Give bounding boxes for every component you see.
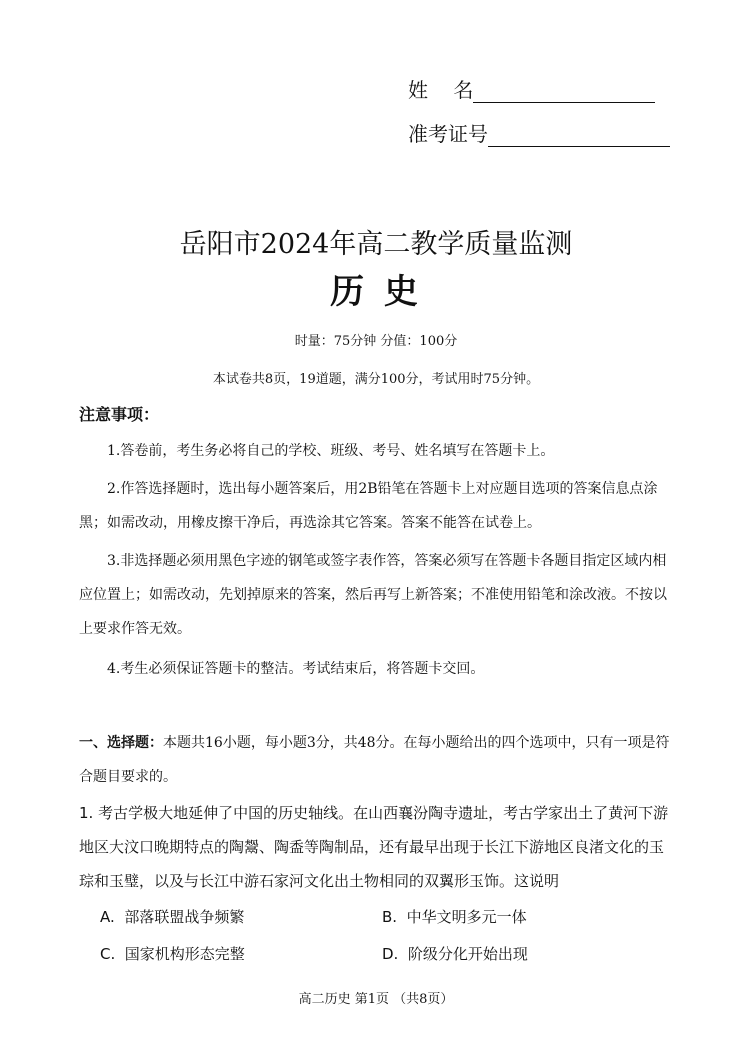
exam-summary-line: 本试卷共8页，19道题，满分100分，考试用时75分钟。 bbox=[212, 372, 540, 387]
time-score-line: 时量：75分钟 分值：100分 bbox=[294, 334, 458, 349]
notice-item-1 bbox=[79, 434, 675, 468]
option-letter: A. bbox=[100, 908, 115, 926]
option-letter: B. bbox=[382, 908, 398, 926]
notice-item-3-text: 3.非选择题必须用黑色字迹的钢笔或签字表作答，答案必须写在答题卡各题目指定区域内相应位置上；如需改动，先划掉原来的答案，然后再写上新答案；不准使用铅笔和涂改液。不按以上要求作答无效。 bbox=[79, 553, 667, 637]
name-label: 姓 名 bbox=[408, 78, 474, 102]
notice-item-1-text: 1.答卷前，考生务必将自己的学校、班级、考号、姓名填写在答题卡上。 bbox=[107, 443, 555, 459]
notice-item-2-text: 2.作答选择题时，选出每小题答案后，用2B铅笔在答题卡上对应题目选项的答案信息点涂黑；如需改动，用橡皮擦干净后，再选涂其它答案。答案不能答在试卷上。 bbox=[79, 481, 658, 531]
option-text: 国家机构形态完整 bbox=[124, 945, 245, 963]
notice-item-4-text: 4.考生必须保证答题卡的整洁。考试结束后，将答题卡交回。 bbox=[107, 661, 485, 677]
option-text: 中华文明多元一体 bbox=[406, 908, 527, 926]
section-1-instructions bbox=[79, 726, 675, 794]
option-text: 部落联盟战争频繁 bbox=[124, 908, 245, 926]
exam-id-field bbox=[408, 118, 670, 147]
exam-id-label: 准考证号 bbox=[408, 122, 488, 146]
exam-id-blank-line bbox=[488, 124, 670, 147]
exam-title: 岳阳市2024年高二教学质量监测 bbox=[179, 229, 573, 260]
question-1-option-a bbox=[100, 906, 244, 927]
question-1-stem: 1. 考古学极大地延伸了中国的历史轴线。在山西襄汾陶寺遗址，考古学家出土了黄河下游地区大汶口晚期特点的陶鬶、陶盉等陶制品，还有最早出现于长江下游地区良渚文化的玉琮和玉璧，以及与长江中游石家河文化出土物相同的双翼形玉饰。这说明 bbox=[79, 804, 669, 890]
section-1-heading: 一、选择题： bbox=[79, 735, 163, 751]
question-1-option-b bbox=[382, 906, 527, 927]
notice-item-4 bbox=[79, 652, 675, 686]
name-field bbox=[408, 74, 655, 103]
option-letter: D. bbox=[382, 945, 399, 963]
option-text: 阶级分化开始出现 bbox=[407, 945, 528, 963]
section-1-text: 本题共16小题，每小题3分，共48分。在每小题给出的四个选项中，只有一项是符合题目要求的。 bbox=[79, 735, 670, 785]
option-letter: C. bbox=[100, 945, 116, 963]
name-blank-line bbox=[473, 80, 655, 103]
question-1-option-c bbox=[100, 943, 245, 964]
notice-item-2 bbox=[79, 472, 675, 540]
subject-title: 历 史 bbox=[330, 272, 422, 312]
question-1-option-d bbox=[382, 943, 528, 964]
notice-heading: 注意事项： bbox=[79, 405, 160, 424]
page-footer: 高二历史 第1页 （共8页） bbox=[298, 992, 454, 1007]
notice-item-3 bbox=[79, 544, 675, 646]
